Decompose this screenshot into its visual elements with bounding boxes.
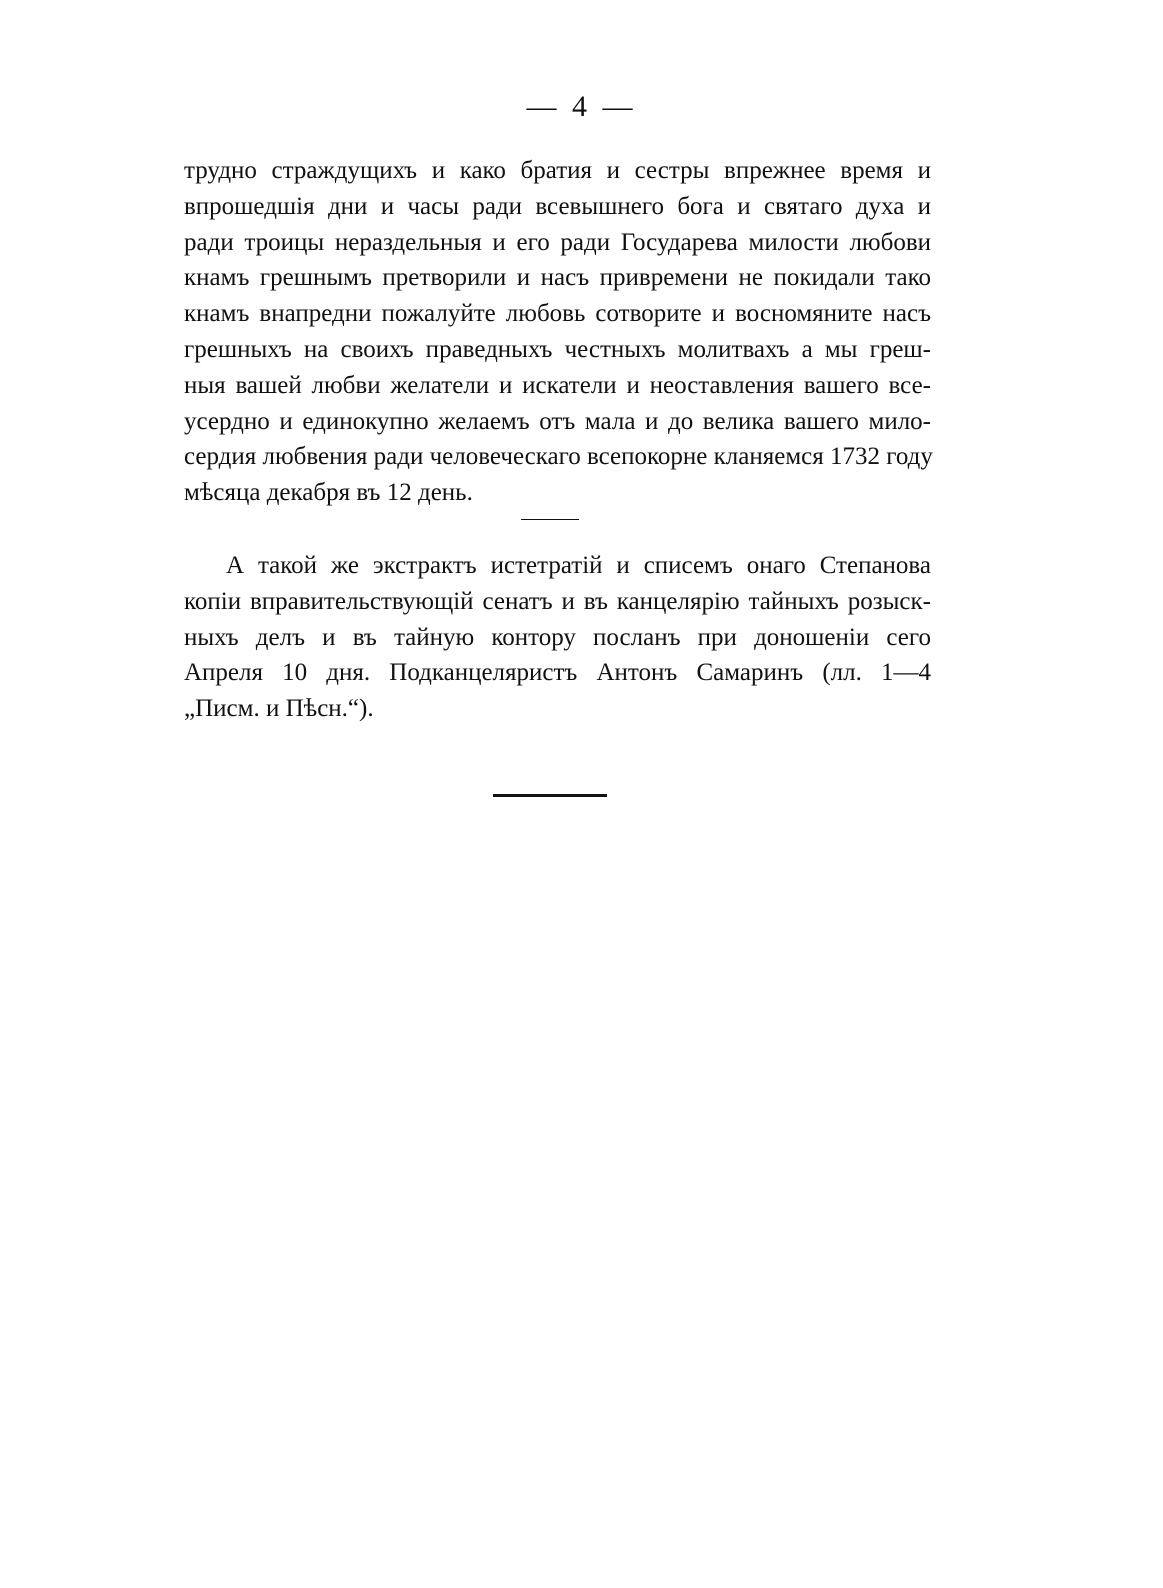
- section-divider: [521, 519, 579, 520]
- end-divider: [493, 794, 607, 797]
- text-line: сердия любвения ради человеческаго всепокорне кланяемся 1732 году: [184, 443, 933, 471]
- paragraph-letter-text: [184, 153, 931, 511]
- text-line: ради троицы нераздельныя и его ради Государева милости любови: [184, 228, 931, 256]
- page-number: — 4 —: [526, 90, 637, 123]
- text-line: ныя вашей любви желатели и искатели и неоставления вашего все-: [184, 371, 931, 399]
- text-line: кнамъ внапредни пожалуйте любовь сотворите и восномяните насъ: [184, 300, 931, 328]
- text-line: ныхъ делъ и въ тайную контору посланъ при доношеніи сего: [184, 623, 931, 651]
- text-line: впрошедшія дни и часы ради всевышнего бога и святаго духа и: [184, 192, 931, 220]
- text-line: усердно и единокупно желаемъ отъ мала и до велика вашего мило-: [184, 407, 931, 435]
- text-line: А такой же экстрактъ истетратій и списемъ онаго Степанова: [226, 552, 931, 579]
- text-line: кнамъ грешнымъ претворили и насъ привремени не покидали тако: [184, 264, 931, 292]
- text-line: Апреля 10 дня. Подканцеляристъ Антонъ Самаринъ (лл. 1—4: [184, 659, 931, 687]
- paragraph-note-text: [184, 548, 931, 727]
- text-line: мѣсяца декабря въ 12 день.: [184, 479, 473, 507]
- text-line: трудно страждущихъ и како братия и сестры впрежнее время и: [184, 157, 931, 184]
- text-line: копіи вправительствующій сенатъ и въ канцелярію тайныхъ розыск-: [184, 587, 931, 615]
- text-line: „Писм. и Пѣсн.“).: [184, 695, 374, 723]
- text-line: грешныхъ на своихъ праведныхъ честныхъ молитвахъ а мы греш-: [184, 335, 931, 363]
